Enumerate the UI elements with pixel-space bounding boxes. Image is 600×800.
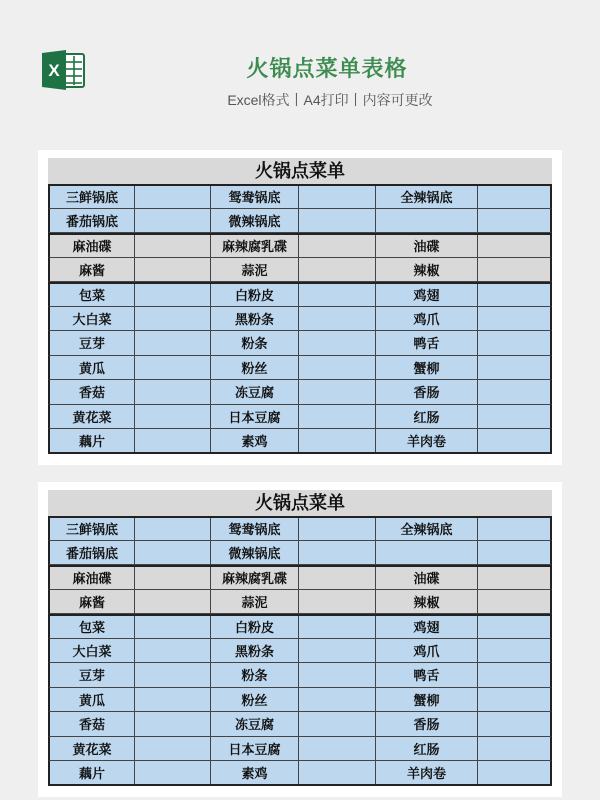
excel-icon xyxy=(40,49,86,91)
item-name-cell: 麻酱 xyxy=(50,590,135,614)
item-entry-cell xyxy=(299,639,376,663)
item-name-cell: 包菜 xyxy=(50,284,135,306)
item-name-cell: 日本豆腐 xyxy=(211,737,299,761)
item-entry-cell xyxy=(135,712,211,736)
item-entry-cell xyxy=(135,331,211,355)
item-name-cell: 冻豆腐 xyxy=(211,712,299,736)
item-name-cell: 粉丝 xyxy=(211,356,299,380)
item-entry-cell xyxy=(299,541,376,565)
item-name-cell: 白粉皮 xyxy=(211,616,299,638)
item-entry-cell xyxy=(299,284,376,306)
menu-row xyxy=(48,405,552,430)
item-name-cell: 三鲜锅底 xyxy=(50,518,135,540)
item-entry-cell xyxy=(478,518,550,540)
item-name-cell: 油碟 xyxy=(376,567,478,589)
menu-table xyxy=(48,184,552,454)
item-name-cell: 三鲜锅底 xyxy=(50,186,135,208)
item-entry-cell xyxy=(135,186,211,208)
menu-row xyxy=(48,233,552,258)
item-entry-cell xyxy=(135,688,211,712)
item-name-cell: 鸳鸯锅底 xyxy=(211,518,299,540)
item-name-cell: 羊肉卷 xyxy=(376,761,478,784)
menu-row xyxy=(48,712,552,737)
item-name-cell: 番茄锅底 xyxy=(50,541,135,565)
item-name-cell: 麻辣腐乳碟 xyxy=(211,567,299,589)
item-entry-cell xyxy=(135,663,211,687)
item-entry-cell xyxy=(135,429,211,452)
item-entry-cell xyxy=(135,590,211,614)
item-entry-cell xyxy=(299,209,376,233)
item-entry-cell xyxy=(299,663,376,687)
item-name-cell: 蟹柳 xyxy=(376,356,478,380)
item-entry-cell xyxy=(299,737,376,761)
item-name-cell: 微辣锅底 xyxy=(211,209,299,233)
item-name-cell: 香肠 xyxy=(376,380,478,404)
item-entry-cell xyxy=(299,688,376,712)
item-entry-cell xyxy=(478,209,550,233)
document-subtitle: Excel格式丨A4打印丨内容可更改 xyxy=(227,92,433,108)
item-entry-cell xyxy=(135,405,211,429)
item-entry-cell xyxy=(299,331,376,355)
item-name-cell: 全辣锅底 xyxy=(376,518,478,540)
item-entry-cell xyxy=(299,258,376,282)
item-entry-cell xyxy=(135,235,211,257)
item-entry-cell xyxy=(135,518,211,540)
item-entry-cell xyxy=(478,541,550,565)
menu-row xyxy=(48,184,552,209)
item-entry-cell xyxy=(478,331,550,355)
item-entry-cell xyxy=(299,356,376,380)
item-entry-cell xyxy=(478,761,550,784)
item-entry-cell xyxy=(135,616,211,638)
item-name-cell: 粉条 xyxy=(211,663,299,687)
item-entry-cell xyxy=(299,405,376,429)
item-entry-cell xyxy=(478,616,550,638)
item-entry-cell xyxy=(299,567,376,589)
item-entry-cell xyxy=(478,405,550,429)
item-entry-cell xyxy=(478,307,550,331)
item-name-cell: 全辣锅底 xyxy=(376,186,478,208)
item-entry-cell xyxy=(135,209,211,233)
item-entry-cell xyxy=(299,590,376,614)
item-name-cell: 鸡翅 xyxy=(376,616,478,638)
item-name-cell: 香菇 xyxy=(50,380,135,404)
item-name-cell: 白粉皮 xyxy=(211,284,299,306)
item-name-cell: 辣椒 xyxy=(376,258,478,282)
item-name-cell: 黄瓜 xyxy=(50,356,135,380)
item-name-cell: 蒜泥 xyxy=(211,590,299,614)
item-entry-cell xyxy=(135,567,211,589)
item-name-cell: 豆芽 xyxy=(50,663,135,687)
menu-row xyxy=(48,565,552,590)
menu-row xyxy=(48,356,552,381)
item-entry-cell xyxy=(299,616,376,638)
item-entry-cell xyxy=(478,663,550,687)
item-name-cell: 黄花菜 xyxy=(50,737,135,761)
item-entry-cell xyxy=(478,567,550,589)
item-name-cell: 麻油碟 xyxy=(50,567,135,589)
item-entry-cell xyxy=(135,380,211,404)
menu-row xyxy=(48,688,552,713)
menu-row xyxy=(48,282,552,307)
item-name-cell: 黑粉条 xyxy=(211,307,299,331)
item-name-cell: 粉丝 xyxy=(211,688,299,712)
menu-row xyxy=(48,737,552,762)
item-entry-cell xyxy=(478,429,550,452)
menu-sheet-card xyxy=(38,482,562,797)
sheet-title: 火锅点菜单 xyxy=(48,490,552,516)
menu-row xyxy=(48,590,552,615)
document-title: 火锅点菜单表格 xyxy=(246,56,408,81)
item-entry-cell xyxy=(135,356,211,380)
item-entry-cell xyxy=(299,186,376,208)
item-entry-cell xyxy=(478,737,550,761)
item-entry-cell xyxy=(478,688,550,712)
item-name-cell: 鸭舌 xyxy=(376,663,478,687)
sheet-title: 火锅点菜单 xyxy=(48,158,552,184)
item-name-cell: 黄瓜 xyxy=(50,688,135,712)
menu-row xyxy=(48,761,552,786)
menu-sheet-card xyxy=(38,150,562,465)
item-name-cell: 大白菜 xyxy=(50,307,135,331)
item-entry-cell xyxy=(135,258,211,282)
item-name-cell: 香菇 xyxy=(50,712,135,736)
item-entry-cell xyxy=(478,712,550,736)
item-name-cell: 番茄锅底 xyxy=(50,209,135,233)
item-name-cell: 黑粉条 xyxy=(211,639,299,663)
item-name-cell: 羊肉卷 xyxy=(376,429,478,452)
menu-row xyxy=(48,209,552,234)
item-name-cell: 大白菜 xyxy=(50,639,135,663)
item-entry-cell xyxy=(478,186,550,208)
item-name-cell: 鸡爪 xyxy=(376,307,478,331)
item-name-cell: 素鸡 xyxy=(211,761,299,784)
item-name-cell: 包菜 xyxy=(50,616,135,638)
item-name-cell: 蒜泥 xyxy=(211,258,299,282)
menu-row xyxy=(48,307,552,332)
item-name-cell: 日本豆腐 xyxy=(211,405,299,429)
item-entry-cell xyxy=(299,429,376,452)
item-entry-cell xyxy=(299,712,376,736)
item-entry-cell xyxy=(478,356,550,380)
item-name-cell: 鸳鸯锅底 xyxy=(211,186,299,208)
item-name-cell: 微辣锅底 xyxy=(211,541,299,565)
item-name-cell: 油碟 xyxy=(376,235,478,257)
excel-logo-letter: X xyxy=(48,61,60,80)
menu-row xyxy=(48,541,552,566)
item-name-cell: 豆芽 xyxy=(50,331,135,355)
item-name-cell: 黄花菜 xyxy=(50,405,135,429)
item-name-cell: 冻豆腐 xyxy=(211,380,299,404)
item-name-cell: 藕片 xyxy=(50,429,135,452)
item-name-cell: 鸡爪 xyxy=(376,639,478,663)
menu-row xyxy=(48,429,552,454)
item-entry-cell xyxy=(135,284,211,306)
item-entry-cell xyxy=(478,639,550,663)
menu-row xyxy=(48,639,552,664)
menu-row xyxy=(48,331,552,356)
item-name-cell: 鸡翅 xyxy=(376,284,478,306)
item-name-cell: 香肠 xyxy=(376,712,478,736)
menu-row xyxy=(48,614,552,639)
item-name-cell xyxy=(376,541,478,565)
item-entry-cell xyxy=(478,235,550,257)
menu-row xyxy=(48,258,552,283)
item-name-cell: 鸭舌 xyxy=(376,331,478,355)
item-name-cell: 粉条 xyxy=(211,331,299,355)
item-name-cell: 辣椒 xyxy=(376,590,478,614)
item-entry-cell xyxy=(135,307,211,331)
menu-row xyxy=(48,380,552,405)
item-entry-cell xyxy=(135,737,211,761)
item-name-cell: 藕片 xyxy=(50,761,135,784)
item-name-cell xyxy=(376,209,478,233)
item-name-cell: 麻辣腐乳碟 xyxy=(211,235,299,257)
item-entry-cell xyxy=(478,284,550,306)
item-name-cell: 麻油碟 xyxy=(50,235,135,257)
item-entry-cell xyxy=(299,235,376,257)
menu-table xyxy=(48,516,552,786)
item-name-cell: 红肠 xyxy=(376,405,478,429)
item-entry-cell xyxy=(478,590,550,614)
item-name-cell: 素鸡 xyxy=(211,429,299,452)
item-entry-cell xyxy=(299,761,376,784)
item-entry-cell xyxy=(299,307,376,331)
menu-row xyxy=(48,663,552,688)
item-name-cell: 麻酱 xyxy=(50,258,135,282)
item-entry-cell xyxy=(299,380,376,404)
item-entry-cell xyxy=(135,761,211,784)
menu-row xyxy=(48,516,552,541)
item-entry-cell xyxy=(478,258,550,282)
item-entry-cell xyxy=(135,639,211,663)
item-entry-cell xyxy=(299,518,376,540)
item-name-cell: 蟹柳 xyxy=(376,688,478,712)
item-entry-cell xyxy=(135,541,211,565)
item-name-cell: 红肠 xyxy=(376,737,478,761)
item-entry-cell xyxy=(478,380,550,404)
